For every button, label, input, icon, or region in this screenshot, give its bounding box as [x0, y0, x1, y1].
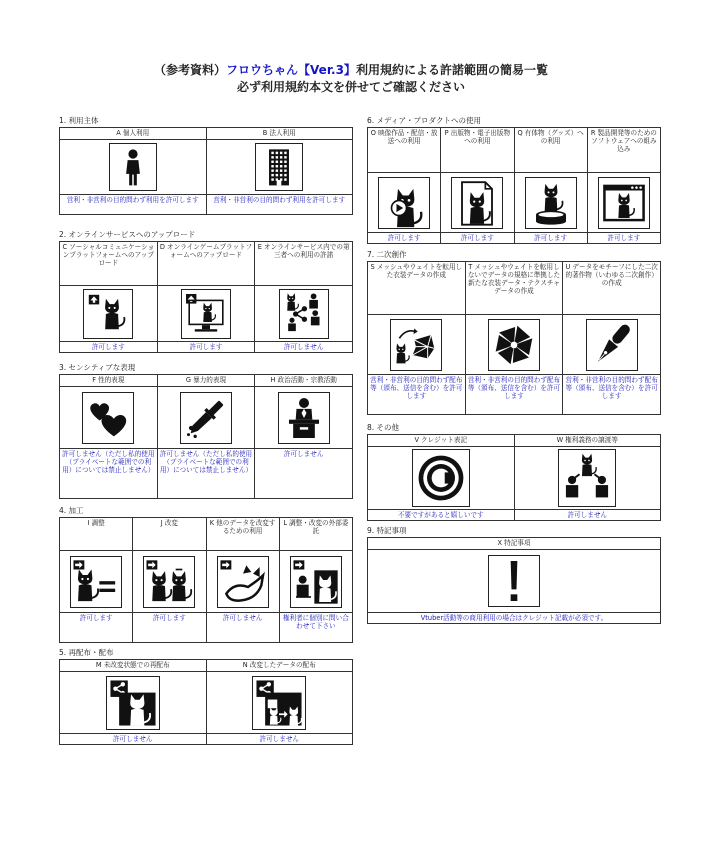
- icon-cell: [60, 551, 133, 613]
- section-title: 2. オンラインサービスへのアップロード: [59, 230, 196, 239]
- icon-cell: [279, 551, 352, 613]
- distribute-modified-icon: [252, 676, 306, 730]
- permission-table: [59, 374, 353, 499]
- exclamation-icon: [488, 555, 540, 607]
- permission-table: [59, 241, 353, 353]
- column-header: G 暴力的表現: [157, 375, 255, 387]
- software-window-icon: [598, 177, 650, 229]
- icon-cell: [587, 173, 660, 233]
- title-line-1: （参考資料）フロウちゃん【Ver.3】利用規約による許諾範囲の簡易一覧: [154, 63, 548, 77]
- upload-monitor-icon: [181, 289, 231, 339]
- section-title: 7. 二次創作: [367, 250, 407, 259]
- section-s1: [59, 116, 353, 215]
- mesh-reuse-icon: [390, 319, 442, 371]
- knife-icon: [180, 392, 232, 444]
- permission-status: 営利・非営利の目的問わず利用を許可します: [206, 195, 353, 215]
- section-s8: [367, 423, 661, 521]
- publication-icon: [451, 177, 503, 229]
- icon-cell: [514, 447, 661, 510]
- column-header: O 映像作品・配信・放送への利用: [368, 128, 441, 173]
- outsource-icon: [290, 556, 342, 608]
- office-building-icon: [255, 143, 303, 191]
- permission-status: 営利・非営利の目的問わず配布等（頒布、送信を含む）を許可します: [368, 375, 466, 415]
- icon-cell: [60, 672, 207, 734]
- copyright-icon: [412, 449, 470, 507]
- permission-status: 許可しません: [255, 449, 353, 499]
- section-s4: [59, 506, 353, 643]
- column-header: N 改変したデータの配布: [206, 660, 353, 672]
- section-s3: [59, 363, 353, 499]
- permission-table: [367, 537, 661, 624]
- permission-table: [59, 127, 353, 215]
- icon-cell: [157, 387, 255, 449]
- permission-status: 営利・非営利の目的問わず配布等（頒布、送信を含む）を許可します: [465, 375, 563, 415]
- section-title: 9. 特記事項: [367, 526, 407, 535]
- permission-table: [59, 659, 353, 745]
- icon-cell: [255, 286, 353, 342]
- permission-status: 許可します: [60, 613, 133, 643]
- section-s5: [59, 648, 353, 745]
- permission-status: 許可しません: [514, 510, 661, 521]
- column-header: J 改変: [133, 518, 206, 551]
- column-header: Q 有体物（グッズ）への利用: [514, 128, 587, 173]
- model-name: フロウちゃん【Ver.3】: [226, 63, 356, 77]
- section-s7: [367, 250, 661, 415]
- morph-icon: [217, 556, 269, 608]
- icon-cell: [206, 551, 279, 613]
- icon-cell: [206, 140, 353, 195]
- permission-status: 許可します: [60, 342, 158, 353]
- icon-cell: [206, 672, 353, 734]
- permission-status: Vtuber活動等の商用利用の場合はクレジット記載が必須です。: [368, 613, 661, 624]
- section-s2: [59, 230, 353, 353]
- section-title: 3. センシティブな表現: [59, 363, 136, 372]
- column-header: X 特記事項: [368, 538, 661, 550]
- permission-status: 許可しません: [60, 734, 207, 745]
- section-title: 6. メディア・プロダクトへの使用: [367, 116, 481, 125]
- permission-status: 許可します: [157, 342, 255, 353]
- permission-status: 許可します: [587, 233, 660, 244]
- column-header: R 製品開発等のためのソフトウェアへの組み込み: [587, 128, 660, 173]
- column-header: D オンラインゲームプラットフォームへのアップロード: [157, 242, 255, 286]
- column-header: P 出版物・電子出版物への利用: [441, 128, 514, 173]
- column-header: K 他のデータを改変するための利用: [206, 518, 279, 551]
- icon-cell: [368, 315, 466, 375]
- column-header: E オンラインサービス内での第三者への利用の許諾: [255, 242, 353, 286]
- column-header: A 個人利用: [60, 128, 207, 140]
- transfer-rights-icon: [558, 449, 616, 507]
- permission-status: 許可します: [133, 613, 206, 643]
- icon-cell: [465, 315, 563, 375]
- icon-cell: [368, 447, 515, 510]
- column-header: L 調整・改変の外部委託: [279, 518, 352, 551]
- permission-status: 権利者に個別に問い合わせて下さい: [279, 613, 352, 643]
- new-costume-icon: [488, 319, 540, 371]
- adjust-equal-icon: [70, 556, 122, 608]
- icon-cell: [133, 551, 206, 613]
- icon-cell: [60, 387, 158, 449]
- permission-status: 不要ですがあると嬉しいです: [368, 510, 515, 521]
- column-header: B 法人利用: [206, 128, 353, 140]
- permission-status: 営利・非営利の目的問わず利用を許可します: [60, 195, 207, 215]
- icon-cell: [563, 315, 661, 375]
- column-header: F 性的表現: [60, 375, 158, 387]
- icon-cell: [255, 387, 353, 449]
- permission-table: [367, 434, 661, 521]
- permission-status: 許可します: [514, 233, 587, 244]
- podium-speaker-icon: [278, 392, 330, 444]
- column-header: T メッシュやウェイトを転用しないでデータの規格に準拠した新たな衣装データ・テクスチャデータの作成: [465, 262, 563, 315]
- icon-cell: [157, 286, 255, 342]
- hearts-icon: [82, 392, 134, 444]
- video-play-icon: [378, 177, 430, 229]
- icon-cell: [368, 550, 661, 613]
- icon-cell: [60, 140, 207, 195]
- permission-status: 営利・非営利の目的問わず配布等（頒布、送信を含む）を許可します: [563, 375, 661, 415]
- column-header: V クレジット表記: [368, 435, 515, 447]
- section-title: 1. 利用主体: [59, 116, 99, 125]
- permission-status: 許可しません: [206, 734, 353, 745]
- person-icon: [109, 143, 157, 191]
- permission-status: 許可しません（ただし私的使用（プライベートな範囲での利用）については禁止しません）: [60, 449, 158, 499]
- column-header: C ソーシャルコミュニケーションプラットフォームへのアップロード: [60, 242, 158, 286]
- section-title: 5. 再配布・配布: [59, 648, 114, 657]
- page-title: [0, 62, 702, 96]
- upload-cat-icon: [83, 289, 133, 339]
- section-title: 4. 加工: [59, 506, 84, 515]
- icon-cell: [514, 173, 587, 233]
- column-header: I 調整: [60, 518, 133, 551]
- column-header: U データをモチーフにした二次的著作物（いわゆる二次創作）の作成: [563, 262, 661, 315]
- column-header: S メッシュやウェイトを転用した衣装データの作成: [368, 262, 466, 315]
- permission-status: 許可しません: [206, 613, 279, 643]
- section-s6: [367, 116, 661, 244]
- section-s9: [367, 526, 661, 624]
- modify-icon: [143, 556, 195, 608]
- permission-status: 許可しません: [255, 342, 353, 353]
- column-header: M 未改変状態での再配布: [60, 660, 207, 672]
- section-title: 8. その他: [367, 423, 400, 432]
- share-users-icon: [279, 289, 329, 339]
- redistribute-icon: [106, 676, 160, 730]
- goods-icon: [525, 177, 577, 229]
- title-line-2: 必ず利用規約本文を併せてご確認ください: [236, 80, 465, 94]
- column-header: H 政治活動・宗教活動: [255, 375, 353, 387]
- column-header: W 権利義務の譲渡等: [514, 435, 661, 447]
- pen-nib-icon: [586, 319, 638, 371]
- permission-table: [367, 261, 661, 415]
- permission-table: [59, 517, 353, 643]
- permission-table: [367, 127, 661, 244]
- icon-cell: [60, 286, 158, 342]
- permission-status: 許可します: [368, 233, 441, 244]
- permission-status: 許可します: [441, 233, 514, 244]
- permission-status: 許可しません（ただし私的使用（プライベートな範囲での利用）については禁止しません）: [157, 449, 255, 499]
- icon-cell: [368, 173, 441, 233]
- icon-cell: [441, 173, 514, 233]
